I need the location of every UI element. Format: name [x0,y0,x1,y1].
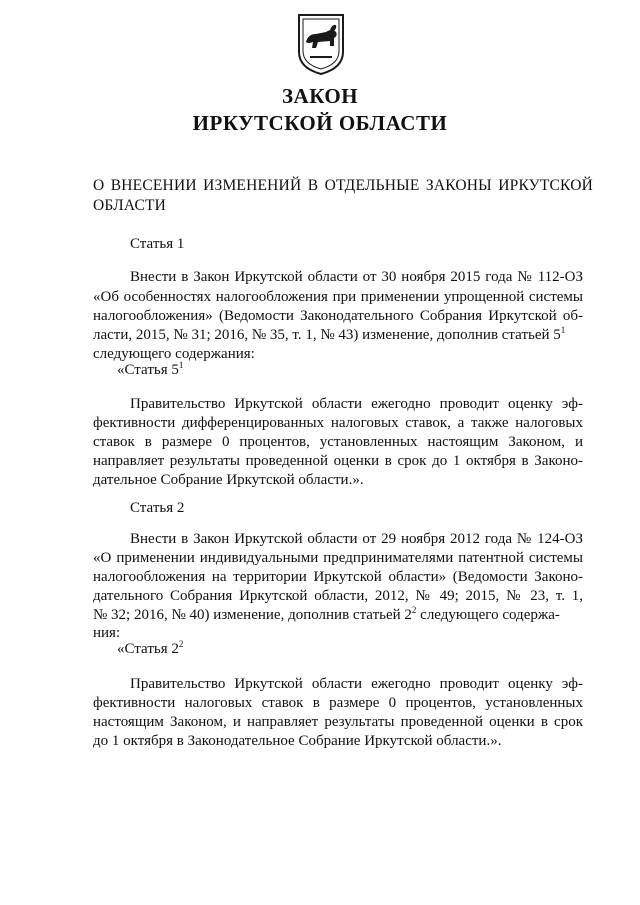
law-heading-line: О ВНЕСЕНИИ ИЗМЕНЕНИЙ В ОТДЕЛЬНЫЕ ЗАКОНЫ ИРКУТСКОЙ [93,177,593,194]
article-2-text-line: дательного Собрания Иркутской области, 2012, № 49; 2015, № 23, т. 1, [93,588,583,604]
law-title: ЗАКОН [281,84,359,108]
article-2-text-line [93,606,583,625]
article-1-quoted-line: дательное Собрание Иркутской области.». [93,472,364,488]
article-2-quoted-line: Правительство Иркутской области ежегодно проводит оценку эф- [130,676,583,692]
article-1-quote-text: «Статья 5 [117,362,179,378]
article-2-text-line: налогообложения на территории Иркутской области» (Ведомости Законо- [93,569,583,585]
law-heading [93,176,593,216]
article-1-text-line: налогообложения» (Ведомости Законодательного Собрания Иркутской об- [93,308,583,324]
article-1-text-line [93,326,583,345]
article-1-quote-superscript: 1 [178,360,184,370]
article-1-quote-label [117,361,183,380]
law-heading-line: ОБЛАСТИ [93,197,167,214]
article-1-label: Статья 1 [130,236,185,252]
article-2-quoted-line: настоящим Законом, и направляет результаты проведенной оценки в срок [93,714,583,730]
article-1-quoted-line: фективности дифференцированных налоговых ставок, а также налоговых [93,415,583,431]
article-1-quoted-line: ставок в размере 0 процентов, установленных настоящим Законом, и [93,434,583,450]
article-2-quote-text: «Статья 2 [117,641,179,657]
article-2-text-line: ния: [93,625,121,641]
article-2-text-part: следующего содержа- [416,607,560,623]
article-1-superscript: 1 [560,325,566,335]
article-2-quote-label [117,640,183,659]
article-2-text-line: «О применении индивидуальными предпринимателями патентной системы [93,550,583,566]
article-1-text-part: ласти, 2015, № 31; 2016, № 35, т. 1, № 43) изменение, дополнив статьей 5 [93,327,561,343]
article-1-text-line: «Об особенностях налогообложения при применении упрощенной системы [93,289,583,305]
article-2-quoted-line: до 1 октября в Законодательное Собрание Иркутской области.». [93,733,502,749]
article-1-quoted-line: Правительство Иркутской области ежегодно проводит оценку эф- [130,396,583,412]
article-2-superscript: 2 [411,605,417,615]
article-2-quoted-line: фективности налоговых ставок в размере 0 процентов, установленных [93,695,583,711]
region-title: ИРКУТСКОЙ ОБЛАСТИ [192,111,448,135]
article-1-text-line: Внести в Закон Иркутской области от 30 ноября 2015 года № 112-ОЗ [130,269,583,285]
article-2-text-part: № 32; 2016, № 40) изменение, дополнив статьей 2 [93,607,412,623]
irkutsk-coat-of-arms-icon [296,12,346,76]
article-2-text-line: Внести в Закон Иркутской области от 29 ноября 2012 года № 124-ОЗ [130,531,583,547]
article-2-quote-superscript: 2 [178,639,184,649]
article-1-quoted-line: направляет результаты проведенной оценки в срок до 1 октября в Законо- [93,453,583,469]
article-1-text-line: следующего содержания: [93,346,255,362]
article-2-label: Статья 2 [130,500,185,516]
